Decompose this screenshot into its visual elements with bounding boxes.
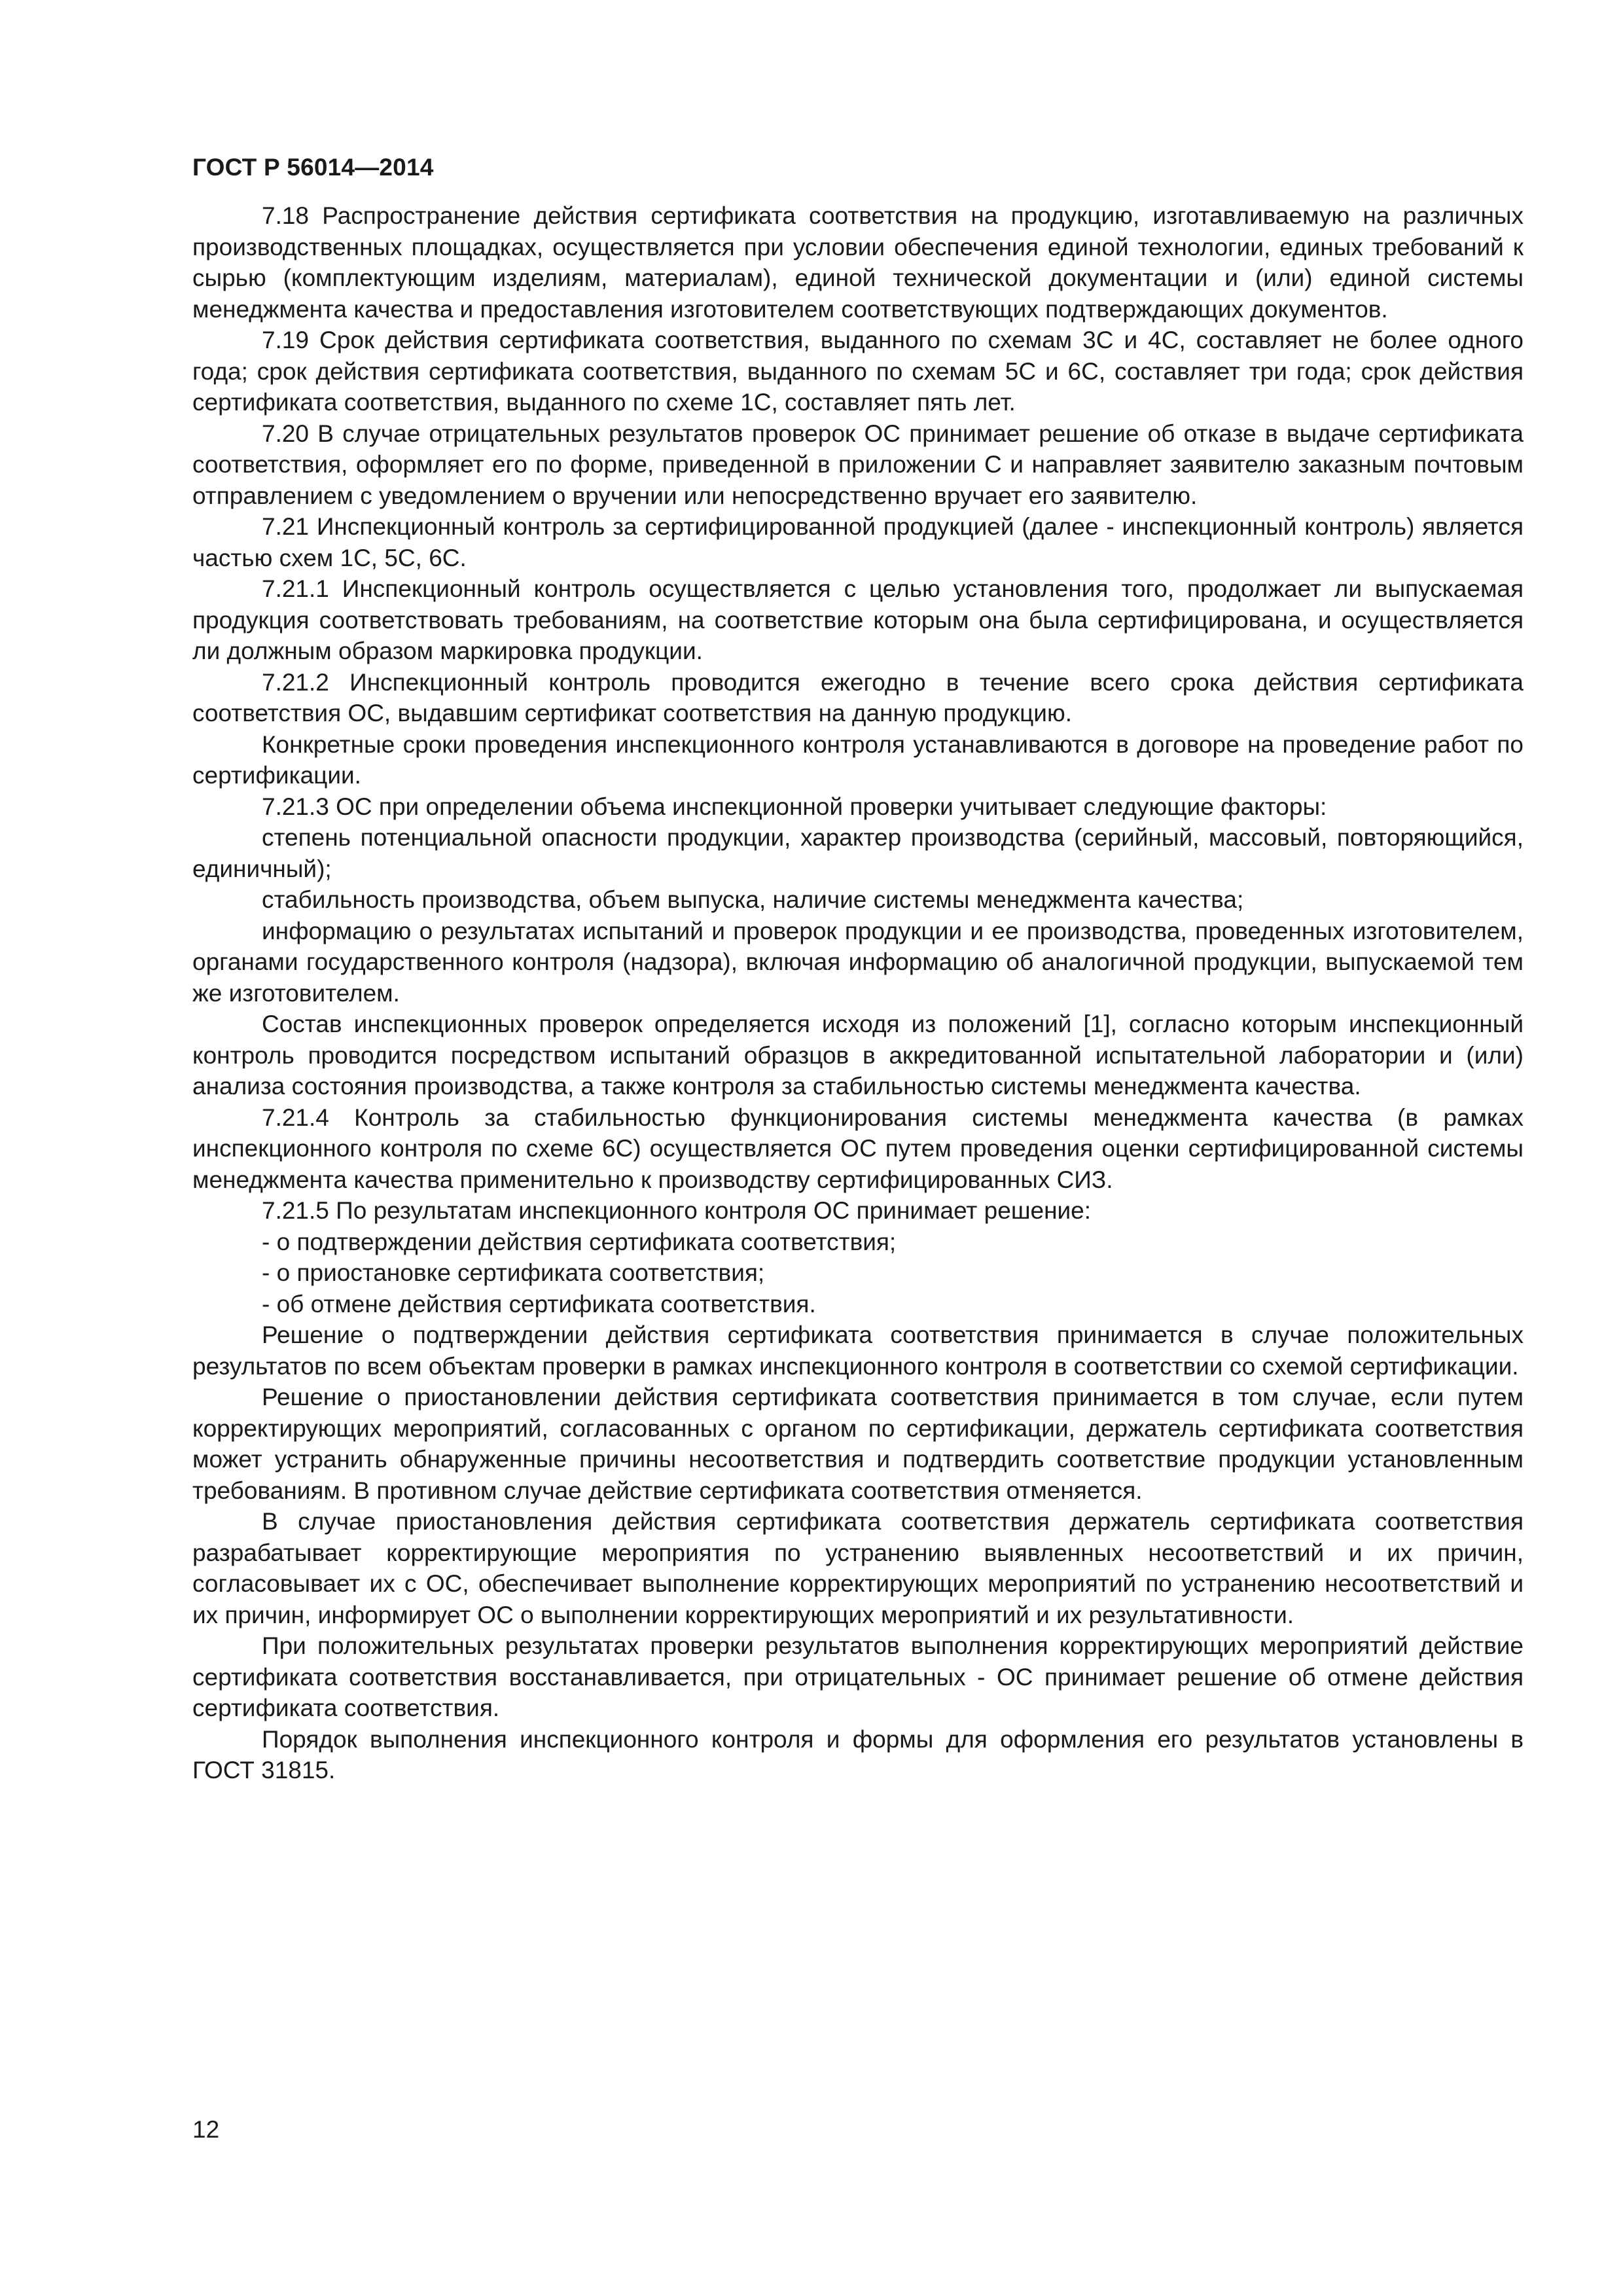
paragraph-procedure-reference: Порядок выполнения инспекционного контроля и формы для оформления его результатов установлены в ГОСТ 31815. bbox=[192, 1725, 1524, 1784]
page-number: 12 bbox=[192, 2116, 220, 2143]
paragraph-suspension-decision: Решение о приостановлении действия сертификата соответствия принимается в том случае, если путем корректирующих мероприятий, согласованных с органом по сертификации, держатель сертификата соответствия может устранить обнаруженные причины несоответствия и подтвердить соответствие продукции установленным требованиям. В противном случае действие сертификата соответствия отменяется. bbox=[192, 1384, 1524, 1504]
paragraph-restoration: При положительных результатах проверки результатов выполнения корректирующих мероприятий действие сертификата соответствия восстанавливается, при отрицательных - ОС принимает решение об отмене действия сертификата соответствия. bbox=[192, 1632, 1524, 1721]
decision-list-item: - о подтверждении действия сертификата соответствия; bbox=[262, 1228, 897, 1255]
paragraph-inspection-composition: Состав инспекционных проверок определяется исходя из положений [1], согласно которым инспекционный контроль проводится посредством испытаний образцов в аккредитованной испытательной лаборатории и (или) анализа состояния производства, а также контроля за стабильностью системы менеджмента качества. bbox=[192, 1011, 1524, 1100]
paragraph-7-21-4: 7.21.4 Контроль за стабильностью функционирования системы менеджмента качества (в рамках инспекционного контроля по схеме 6С) осуществляется ОС путем проведения оценки сертифицированной системы менеджмента качества применительно к производству сертифицированных СИЗ. bbox=[192, 1103, 1524, 1193]
standard-designation: ГОСТ Р 56014—2014 bbox=[192, 154, 434, 181]
paragraph-7-21-5: 7.21.5 По результатам инспекционного контроля ОС принимает решение: bbox=[262, 1197, 1092, 1224]
paragraph-confirmation-decision: Решение о подтверждении действия сертификата соответствия принимается в случае положительных результатов по всем объектам проверки в рамках инспекционного контроля в соответствии со схемой сертификации. bbox=[192, 1321, 1524, 1380]
paragraph-7-18: 7.18 Распространение действия сертификата соответствия на продукцию, изготавливаемую на различных производственных площадках, осуществляется при условии обеспечения единой технологии, единых требований к сырью (комплектующим изделиям, материалам), единой технической документации и (или) единой системы менеджмента качества и предоставления изготовителем соответствующих подтверждающих документов. bbox=[192, 202, 1524, 323]
paragraph-7-21: 7.21 Инспекционный контроль за сертифицированной продукцией (далее - инспекционный контроль) является частью схем 1С, 5С, 6С. bbox=[192, 513, 1524, 571]
factor-item: степень потенциальной опасности продукции, характер производства (серийный, массовый, повторяющийся, единичный); bbox=[192, 824, 1524, 882]
factor-item: стабильность производства, объем выпуска, наличие системы менеджмента качества; bbox=[262, 886, 1244, 913]
decision-list-item: - о приостановке сертификата соответствия; bbox=[262, 1259, 765, 1286]
paragraph-7-21-2: 7.21.2 Инспекционный контроль проводится ежегодно в течение всего срока действия сертификата соответствия ОС, выдавшим сертификат соответствия на данную продукцию. bbox=[192, 668, 1524, 726]
decision-list-item: - об отмене действия сертификата соответствия. bbox=[262, 1290, 816, 1318]
factor-item: информацию о результатах испытаний и проверок продукции и ее производства, проведенных изготовителем, органами государственного контроля (надзора), включая информацию об аналогичной продукции, выпускаемой тем же изготовителем. bbox=[192, 917, 1524, 1007]
paragraph-7-19: 7.19 Срок действия сертификата соответствия, выданного по схемам 3С и 4С, составляет не более одного года; срок действия сертификата соответствия, выданного по схемам 5С и 6С, составляет три года; срок действия сертификата соответствия, выданного по схеме 1С, составляет пять лет. bbox=[192, 327, 1524, 416]
paragraph-7-21-3: 7.21.3 ОС при определении объема инспекционной проверки учитывает следующие факторы: bbox=[262, 793, 1327, 820]
document-body bbox=[192, 200, 1524, 1786]
paragraph-7-20: 7.20 В случае отрицательных результатов проверок ОС принимает решение об отказе в выдаче сертификата соответствия, оформляет его по форме, приведенной в приложении С и направляет заявителю заказным почтовым отправлением с уведомлением о вручении или непосредственно вручает его заявителю. bbox=[192, 420, 1524, 509]
paragraph-suspension-actions: В случае приостановления действия сертификата соответствия держатель сертификата соответствия разрабатывает корректирующие мероприятия по устранению выявленных несоответствий и их причин, согласовывает их с ОС, обеспечивает выполнение корректирующих мероприятий по устранению несоответствий и их причин, информирует ОС о выполнении корректирующих мероприятий и их результативности. bbox=[192, 1508, 1524, 1628]
paragraph-7-21-1: 7.21.1 Инспекционный контроль осуществляется с целью установления того, продолжает ли выпускаемая продукция соответствовать требованиям, на соответствие которым она была сертифицирована, и осуществляется ли должным образом маркировка продукции. bbox=[192, 575, 1524, 664]
paragraph-inspection-terms: Конкретные сроки проведения инспекционного контроля устанавливаются в договоре на проведение работ по сертификации. bbox=[192, 730, 1524, 789]
